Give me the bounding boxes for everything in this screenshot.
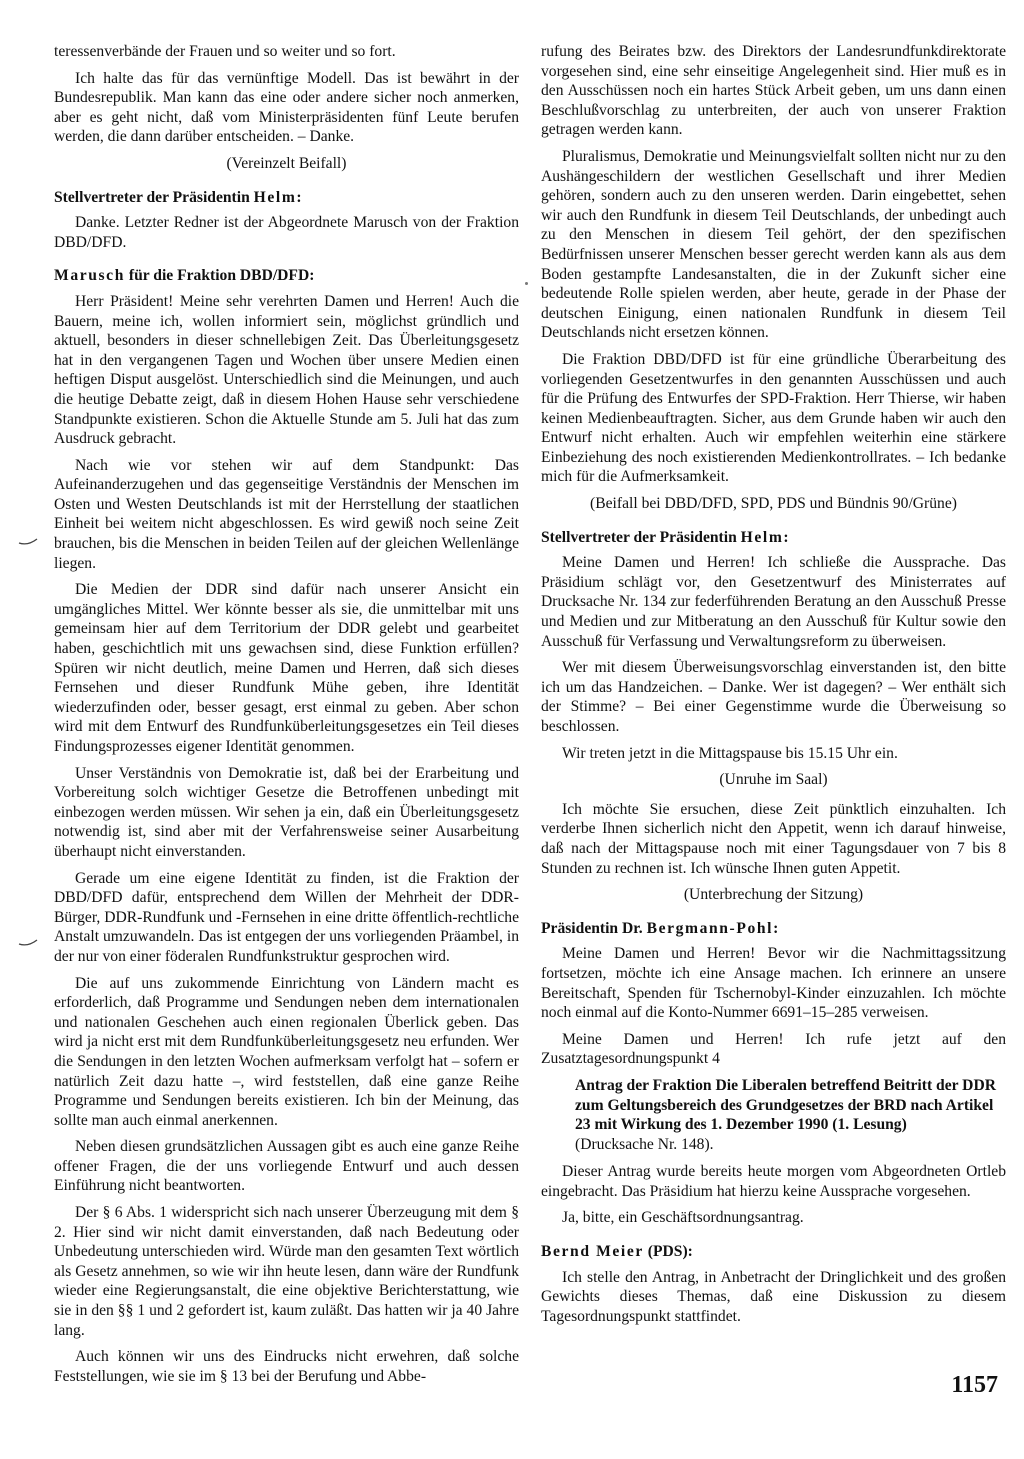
speaker-colon: : [773,919,779,937]
paragraph: teressenverbände der Frauen und so weiter und so fort. [54,43,396,60]
paragraph: Nach wie vor stehen wir auf dem Standpunkt: Das Aufeinanderzugehen und das gegenseitige Verständnis der Menschen im Osten und Westen Deutschlands ist mit der Herrstellung der staatlichen Einheit bei weitem nicht abgeschlossen. Es wird gewiß noch seine Zeit brauchen, bis die Menschen in beiden Teilen auf der gleichen Wellenlänge liegen. [54,456,519,572]
motion-document-ref: (Drucksache Nr. 148). [575,1135,714,1153]
paragraph: Neben diesen grundsätzlichen Aussagen gibt es auch eine ganze Reihe offener Fragen, die der uns vorliegende Entwurf und auch dessen Einführung nicht beantworten. [54,1138,519,1195]
agenda-motion [575,1076,1006,1154]
speaker-affiliation: für die Fraktion DBD/DFD: [124,267,315,285]
speaker-role: Stellvertreter der Präsidentin [541,528,741,546]
right-column [541,42,1006,1333]
paragraph: Herr Präsident! Meine sehr verehrten Damen und Herren! Auch die Bauern, meine ich, wollen informiert sein, möglichst gründlich und aktuell, besonders in dieser schnellebigen Zeit. Das Überleitungsgesetz hat in den vergangenen Tagen und Wochen über unsere Medien einen heftigen Disput ausgelöst. Unterschiedlich sind die Meinungen, und auch die heutige Debatte zeigt, daß in diesem Hohen Hause sehr verschiedene Standpunkte existieren. Schon die Aktuelle Stunde am 5. Juli hat das zum Ausdruck gebracht. [54,292,519,448]
speaker-colon: : [296,188,302,206]
paragraph: Ich möchte Sie ersuchen, diese Zeit pünktlich einzuhalten. Ich verderbe Ihnen sicherlich nicht den Appetit, wenn ich darauf hinweise, daß nach der Mittagspause noch mit einer Tagungsdauer von 7 bis 8 Stunden zu rechnen ist. Ich wünsche Ihnen guten Appetit. [541,800,1006,877]
margin-tick-mark [18,537,38,547]
applause-note: (Beifall bei DBD/DFD, SPD, PDS und Bündnis 90/Grüne) [590,495,957,513]
speaker-affiliation: (PDS): [643,1243,693,1261]
paragraph: Ich halte das für das vernünftige Modell. Das ist bewährt in der Bundesrepublik. Man kann das eine oder andere sicher noch anmerken, aber es geht nicht, daß vom Ministerpräsidenten fünf Leute berufen werden, die dann darüber entscheiden. – Danke. [54,69,519,146]
paragraph: Der § 6 Abs. 1 widerspricht sich nach unserer Überzeugung mit dem § 2. Hier sind wir nicht damit einverstanden, daß nach Bedeutung oder Unbedeutung unterschieden wird. Würde man den gesamten Text wörtlich als Gesetz annehmen, so wie wir ihn heute lesen, dann wäre der Rundfunk wieder eine Regierungsanstalt, die eine objektive Berichterstattung, wie sie in den §§ 1 und 2 gefordert ist, kaum zuläßt. Das hatten wir ja 40 Jahre lang. [54,1204,519,1339]
page-number: 1157 [951,1372,998,1398]
paragraph: Ich stelle den Antrag, in Anbetracht der Dringlichkeit und des großen Gewichts dieses Themas, daß eine Diskussion zu diesem Tagesordnungspunkt stattfindet. [541,1268,1006,1325]
applause-note: (Vereinzelt Beifall) [226,154,347,172]
speaker-role: Präsidentin Dr. [541,919,647,937]
paragraph: rufung des Beirates bzw. des Direktors der Landesrundfunkdirektorate vorgesehen sind, eine sehr einseitige Angelegenheit sind. Hier muß es in den Ausschüssen noch ein hartes Stück Arbeit geben, um uns dann einen Beschlußvorschlag zu unterbreiten, der auch von unserer Fraktion getragen werden kann. [541,43,1006,139]
speaker-heading [54,188,519,208]
speaker-name: Bernd Meier [541,1243,644,1261]
stray-dot [525,282,528,285]
speaker-name: Helm [253,188,297,206]
left-column [54,42,519,1393]
speaker-colon: : [783,528,789,546]
paragraph: Die auf uns zukommende Einrichtung von Ländern macht es erforderlich, daß Programme und Sendungen neben dem internationalen und nationalen Geschehen auch einen regionalen Überlick geben. Das wird ja nicht erst mit dem Rundfunküberleitungsgesetz neu erfunden. Wer die Sendungen in den letzten Wochen aufmerksam verfolgt hat – sofern er natürlich Zeit dazu hatte –, wird feststellen, daß eine ganze Reihe Programme und Sendungen bereits existieren. Ich bin der Meinung, das sollte man auch einmal anerkennen. [54,974,519,1129]
paragraph: Wer mit diesem Überweisungsvorschlag einverstanden ist, den bitte ich um das Handzeichen. – Danke. Wer ist dagegen? – Wer enthält sich der Stimme? – Bei einer Gegenstimme wurde die Überweisung so beschlossen. [541,659,1006,735]
speaker-heading [541,1242,1006,1262]
paragraph: Ja, bitte, ein Geschäftsordnungsantrag. [562,1209,804,1227]
paragraph: Die Medien der DDR sind dafür nach unserer Ansicht ein umgängliches Mittel. Wer könnte besser als sie, die unmittelbar mit uns gemeinsam hier auf dem Territorium der DDR gelebt und gearbeitet haben, geschichtlich mit uns gewachsen sind, diese Funktion erfüllen? Spüren wir nicht deutlich, meine Damen und Herren, daß sich dieses Fernsehen und dieser Rundfunk Mühe geben, ihre Identität wiederzufinden oder, besser gesagt, erst einmal zu geben. Aber schon wird mit dem Entwurf des Rundfunküberleitungsgesetzes ein Teil dieses Findungsprozesses eigener Identität genommen. [54,581,519,755]
speaker-role: Stellvertreter der Präsidentin [54,188,254,206]
paragraph: Dieser Antrag wurde bereits heute morgen vom Abgeordneten Ortleb eingebracht. Das Präsidium hat hierzu keine Aussprache vorgesehen. [541,1163,1006,1200]
paragraph: Meine Damen und Herren! Bevor wir die Nachmittagssitzung fortsetzen, möchte ich eine Ansage machen. Ich erinnere an unsere Bereitschaft, Spenden für Tschernobyl-Kinder einzuzahlen. Ich möchte noch einmal auf die Konto-Nummer 6691–15–285 verweisen. [541,945,1006,1022]
interruption-note: (Unterbrechung der Sitzung) [683,886,864,904]
speaker-heading [541,919,1006,939]
paragraph: Wir treten jetzt in die Mittagspause bis 15.15 Uhr ein. [562,744,898,762]
paragraph: Auch können wir uns des Eindrucks nicht erwehren, daß solche Feststellungen, wie sie im § 13 bei der Berufung und Abbe- [54,1348,519,1385]
paragraph: Die Fraktion DBD/DFD ist für eine gründliche Überarbeitung des vorliegenden Gesetzentwurfes in den genannten Ausschüssen und auch für die Prüfung des Entwurfes der SPD-Fraktion. Herr Thierse, wir haben keinen Medienbeauftragten. Sicher, aus dem Grunde haben wir auch den Entwurf nicht erhalten. Auch wir empfehlen weiterhin eine stärkere Einbeziehung des noch existierenden Medienkontrollrates. – Ich bedanke mich für die Aufmerksamkeit. [541,350,1006,486]
paragraph: Danke. Letzter Redner ist der Abgeordnete Marusch von der Fraktion DBD/DFD. [54,214,519,251]
paragraph: Unser Verständnis von Demokratie ist, daß bei der Erarbeitung und Vorbereitung solch wichtiger Gesetze die Betroffenen unbedingt mit einbezogen werden müssen. Wir sehen ja ein, daß ein Überleitungsgesetz notwendig ist, sind aber mit der Verfahrensweise seiner Ausarbeitung überhaupt nicht einverstanden. [54,764,519,860]
speaker-name: Bergmann-Pohl [646,919,774,937]
margin-tick-mark [18,938,38,948]
motion-title: Antrag der Fraktion Die Liberalen betreffend Beitritt der DDR zum Geltungsbereich des Grundgesetzes der BRD nach Artikel 23 mit Wirkung des 1. Dezember 1990 (1. Lesung) [575,1076,996,1134]
paragraph: Meine Damen und Herren! Ich rufe jetzt auf den Zusatztagesordnungspunkt 4 [541,1030,1006,1068]
speaker-name: Helm [740,528,784,546]
speaker-name: Marusch [54,267,125,285]
paragraph: Pluralismus, Demokratie und Meinungsvielfalt sollten nicht nur zu den Aushängeschildern der westlichen Gesellschaft und ihrer Medien gehören, sondern auch zu den unseren werden. Darin eingebettet, sehen wir auch den Rundfunk in diesem Teil Deutschlands, der unbedingt auch zu den Menschen in diesem Teil gehört, der den spezifischen Bedürfnissen unserer Menschen besser gerecht werden kann als aus dem Boden gestampfte Landesanstalten, die in der Zukunft sicher eine bedeutende Rolle spielen werden, aber heute, gerade in der Phase der deutschen Einigung, einen nationalen Rundfunk in diesem Teil Deutschlands nicht ersetzen können. [541,147,1006,342]
paragraph: Gerade um eine eigene Identität zu finden, ist die Fraktion der DBD/DFD dafür, entsprechend dem Willen der Mehrheit der DDR-Bürger, DDR-Rundfunk und -Fernsehen in eine dritte öffentlich-rechtliche Anstalt umzuwandeln. Das ist entgegen der uns vorliegenden Präambel, in der nur von einer föderalen Rundfunkstruktur gesprochen wird. [54,869,519,965]
speaker-heading [541,528,1006,548]
speaker-heading [54,266,519,286]
unrest-note: (Unruhe im Saal) [719,771,828,789]
paragraph: Meine Damen und Herren! Ich schließe die Aussprache. Das Präsidium schlägt vor, den Gesetzentwurf des Ministerrates auf Drucksache Nr. 134 zur federführenden Beratung an den Ausschuß Presse und Medien und zur Mitberatung an den Ausschuß für Kultur sowie den Ausschuß für Verfassung und Verwaltungsreform zu überweisen. [541,554,1006,650]
